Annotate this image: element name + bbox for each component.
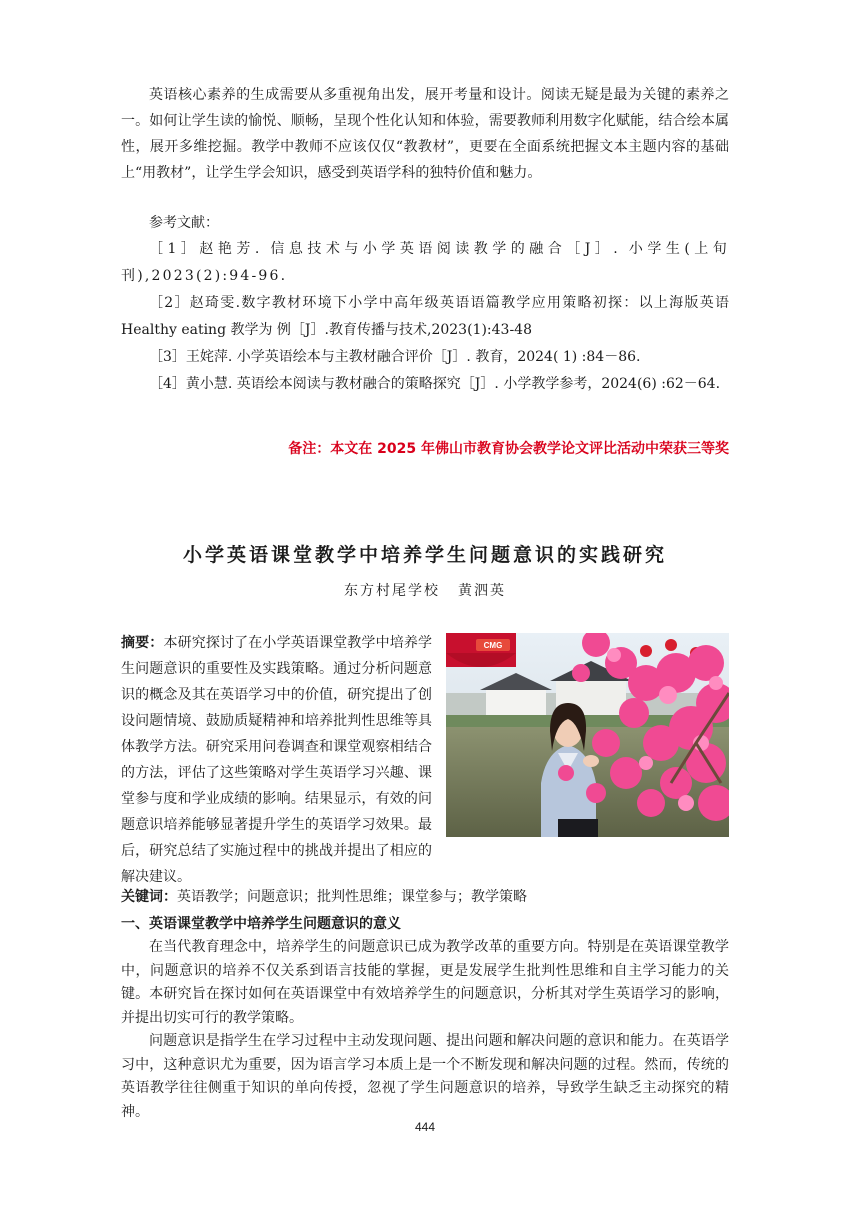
reference-item: ［1］赵艳芳. 信息技术与小学英语阅读教学的融合［J］. 小学生(上旬刊),2023(2):94-96. <box>121 241 729 284</box>
reference-item: ［2］赵琦雯.数字教材环境下小学中高年级英语语篇教学应用策略初探：以上海版英语 Healthy eating 教学为 例［J］.教育传播与技术,2023(1):43-48 <box>121 295 729 338</box>
reference-item: ［4］黄小慧. 英语绘本阅读与教材融合的策略探究［J］. 小学教学参考，2024(6) :62－64. <box>149 376 721 392</box>
author-photo <box>446 633 729 837</box>
article-title: 小学英语课堂教学中培养学生问题意识的实践研究 <box>182 544 667 566</box>
abstract-text: 本研究探讨了在小学英语课堂教学中培养学生问题意识的重要性及实践策略。通过分析问题意识的概念及其在英语学习中的价值，研究提出了创设问题情境、鼓励质疑精神和培养批判性思维等具体教学方法。研究采用问卷调查和课堂观察相结合的方法，评估了这些策略对学生英语学习兴趣、课堂参与度和学业成绩的影响。结果显示，有效的问题意识培养能够显著提升学生的英语学习效果。最后，研究总结了实施过程中的挑战并提出了相应的解决建议。 <box>121 635 433 885</box>
references-list <box>121 236 729 398</box>
top-paragraph-block <box>121 82 729 186</box>
reference-item: ［3］王姹萍. 小学英语绘本与主教材融合评价［J］. 教育，2024( 1) :84－86. <box>149 349 641 365</box>
abstract-label: 摘要： <box>121 635 164 651</box>
author-photo-image <box>446 633 729 837</box>
top-paragraph: 英语核心素养的生成需要从多重视角出发，展开考量和设计。阅读无疑是最为关键的素养之一。如何让学生读的愉悦、顺畅，呈现个性化认知和体验，需要教师利用数字化赋能，结合绘本属性，展开多维挖掘。教学中教师不应该仅仅“教教材”，更要在全面系统把握文本主题内容的基础上“用教材”，让学生学会知识，感受到英语学科的独特价值和魅力。 <box>121 87 729 181</box>
page-number: 444 <box>414 1120 436 1134</box>
keywords-text: 英语教学；问题意识；批判性思维；课堂参与；教学策略 <box>177 889 527 905</box>
section-body <box>121 936 729 1124</box>
photo-sign-text: CMG <box>483 641 503 650</box>
abstract-block <box>121 630 729 890</box>
keywords-line <box>121 886 729 908</box>
keywords-label: 关键词： <box>121 889 177 905</box>
section-paragraph: 在当代教育理念中，培养学生的问题意识已成为教学改革的重要方向。特别是在英语课堂教学中，问题意识的培养不仅关系到语言技能的掌握，更是发展学生批判性思维和自主学习能力的关键。本研究旨在探讨如何在英语课堂中有效培养学生的问题意识，分析其对学生英语学习的影响，并提出切实可行的教学策略。 <box>121 939 729 1026</box>
references-title: 参考文献： <box>149 215 219 231</box>
author-school: 东方村尾学校 <box>344 583 440 599</box>
section-paragraph: 问题意识是指学生在学习过程中主动发现问题、提出问题和解决问题的意识和能力。在英语学习中，这种意识尤为重要，因为语言学习本质上是一个不断发现和解决问题的过程。然而，传统的英语教学往往侧重于知识的单向传授，忽视了学生问题意识的培养，导致学生缺乏主动探究的精神。 <box>121 1033 729 1120</box>
author-name: 黄泗英 <box>458 583 506 599</box>
award-note: 备注：本文在 2025 年佛山市教育协会教学论文评比活动中荣获三等奖 <box>288 441 729 457</box>
section-heading: 一、英语课堂教学中培养学生问题意识的意义 <box>121 916 401 932</box>
author-line <box>0 580 850 600</box>
